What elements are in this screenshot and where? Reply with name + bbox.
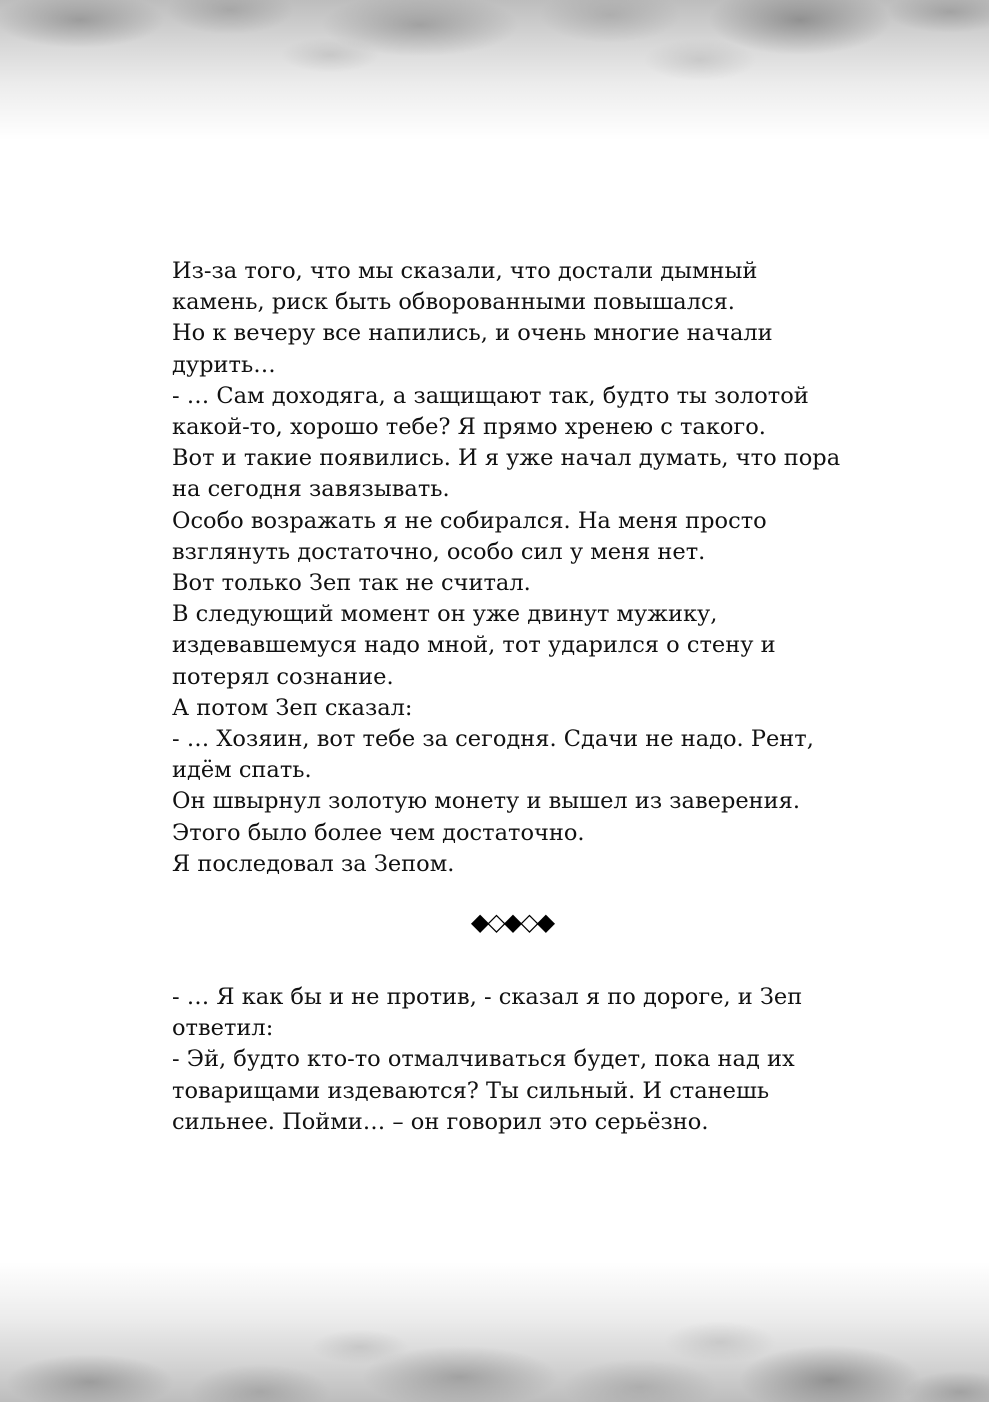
paragraph: Вот и такие появились. И я уже начал думать, что пора на сегодня завязывать.	[172, 445, 841, 503]
paragraph: Я последовал за Зепом.	[172, 850, 455, 877]
top-stone-texture	[0, 0, 989, 140]
paragraph: Из-за того, что мы сказали, что достали дымный камень, риск быть обворованными повышался.	[172, 258, 758, 316]
paragraph: Этого было более чем достаточно.	[172, 819, 585, 846]
paragraph: Вот только Зеп так не считал.	[172, 570, 531, 597]
paragraph: Но к вечеру все напились, и очень многие начали дурить…	[172, 320, 773, 378]
bottom-stone-texture	[0, 1262, 989, 1402]
paragraph: А потом Зеп сказал:	[172, 694, 413, 721]
paragraph: - … Я как бы и не против, - сказал я по дороге, и Зеп ответил:	[172, 984, 803, 1042]
scene-separator: ◆◇◆◇◆	[470, 908, 554, 937]
paragraph: В следующий момент он уже двинут мужику, издевавшемуся надо мной, тот ударился о стену и потерял сознание.	[172, 601, 776, 690]
paragraph: - Эй, будто кто-то отмалчиваться будет, пока над их товарищами издеваются? Ты сильный. И станешь сильнее. Пойми… – он говорил это серьёзно.	[172, 1046, 795, 1135]
paragraph: - … Сам доходяга, а защищают так, будто ты золотой какой-то, хорошо тебе? Я прямо хренею с такого.	[172, 382, 809, 441]
paragraph: - … Хозяин, вот тебе за сегодня. Сдачи не надо. Рент, идём спать.	[172, 726, 814, 784]
paragraph: Особо возражать я не собирался. На меня просто взглянуть достаточно, особо сил у меня нет.	[172, 507, 767, 565]
paragraph: Он швырнул золотую монету и вышел из заверения.	[172, 788, 801, 815]
page-text	[172, 256, 852, 1138]
